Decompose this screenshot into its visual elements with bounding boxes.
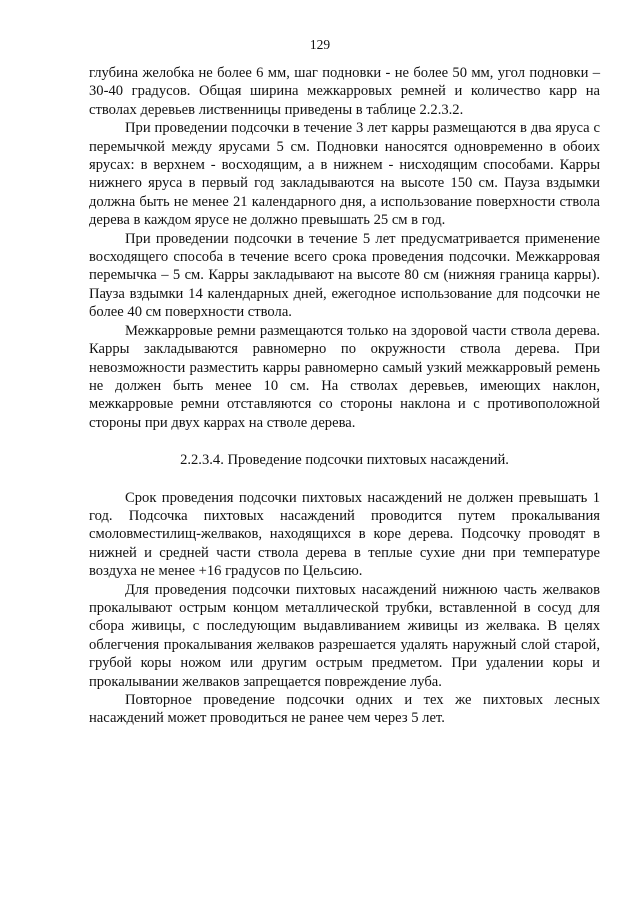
paragraph: При проведении подсочки в течение 5 лет предусматривается применение восходящего способа в течение всего срока проведения подсочки. Межкарровая перемычка – 5 см. Карры закладывают на высоте 80 см (нижняя граница карры). Пауза вздымки 14 календарных дней, ежегодное использование для подсочки не более 40 см поверхности ствола. [89, 230, 600, 321]
page-number: 129 [309, 37, 331, 52]
paragraph: глубина желобка не более 6 мм, шаг подновки - не более 50 мм, угол подновки – 30-40 градусов. Общая ширина межкарровых ремней и количество карр на стволах деревьев лиственницы приведены в таблице 2.2.3.2. [89, 65, 600, 118]
paragraph: Межкарровые ремни размещаются только на здоровой части ствола дерева. Карры закладываются равномерно по окружности ствола дерева. При невозможности разместить карры равномерно самый узкий межкарровый ремень не должен быть менее 10 см. На стволах деревьев, имеющих наклон, межкарровые ремни отставляются со стороны наклона и с противоположной стороны при двух каррах на стволе дерева. [89, 322, 600, 431]
paragraph: Срок проведения подсочки пихтовых насаждений не должен превышать 1 год. Подсочка пихтовых насаждений проводится путем прокалывания смоловместилищ-желваков, находящихся в коре дерева. Подсочку проводят в нижней и средней части ствола дерева в теплые сухие дни при температуре воздуха не менее +16 градусов по Цельсию. [89, 489, 600, 580]
paragraph: Повторное проведение подсочки одних и тех же пихтовых лесных насаждений может проводиться не ранее чем через 5 лет. [89, 692, 600, 727]
document-body [89, 64, 600, 728]
paragraph: При проведении подсочки в течение 3 лет карры размещаются в два яруса с перемычкой между ярусами 5 см. Подновки наносятся одновременно в обоих ярусах: в верхнем - восходящим, а в нижнем - нисходящим способами. Карры нижнего яруса в первый год закладываются на высоте 150 см. Пауза вздымки должна быть не менее 21 календарного дня, а использование поверхности ствола дерева в каждом ярусе не должно превышать 25 см в год. [89, 120, 600, 229]
section-heading: 2.2.3.4. Проведение подсочки пихтовых насаждений. [180, 452, 509, 469]
paragraph: Для проведения подсочки пихтовых насаждений нижнюю часть желваков прокалывают острым концом металлической трубки, вставленной в сосуд для сбора живицы, с последующим выдавливанием живицы из желвака. В целях облегчения прокалывания желваков разрешается удалять наружный слой старой, грубой коры ножом или другим острым предметом. При удалении коры и прокалывании желваков запрещается повреждение луба. [89, 581, 600, 690]
